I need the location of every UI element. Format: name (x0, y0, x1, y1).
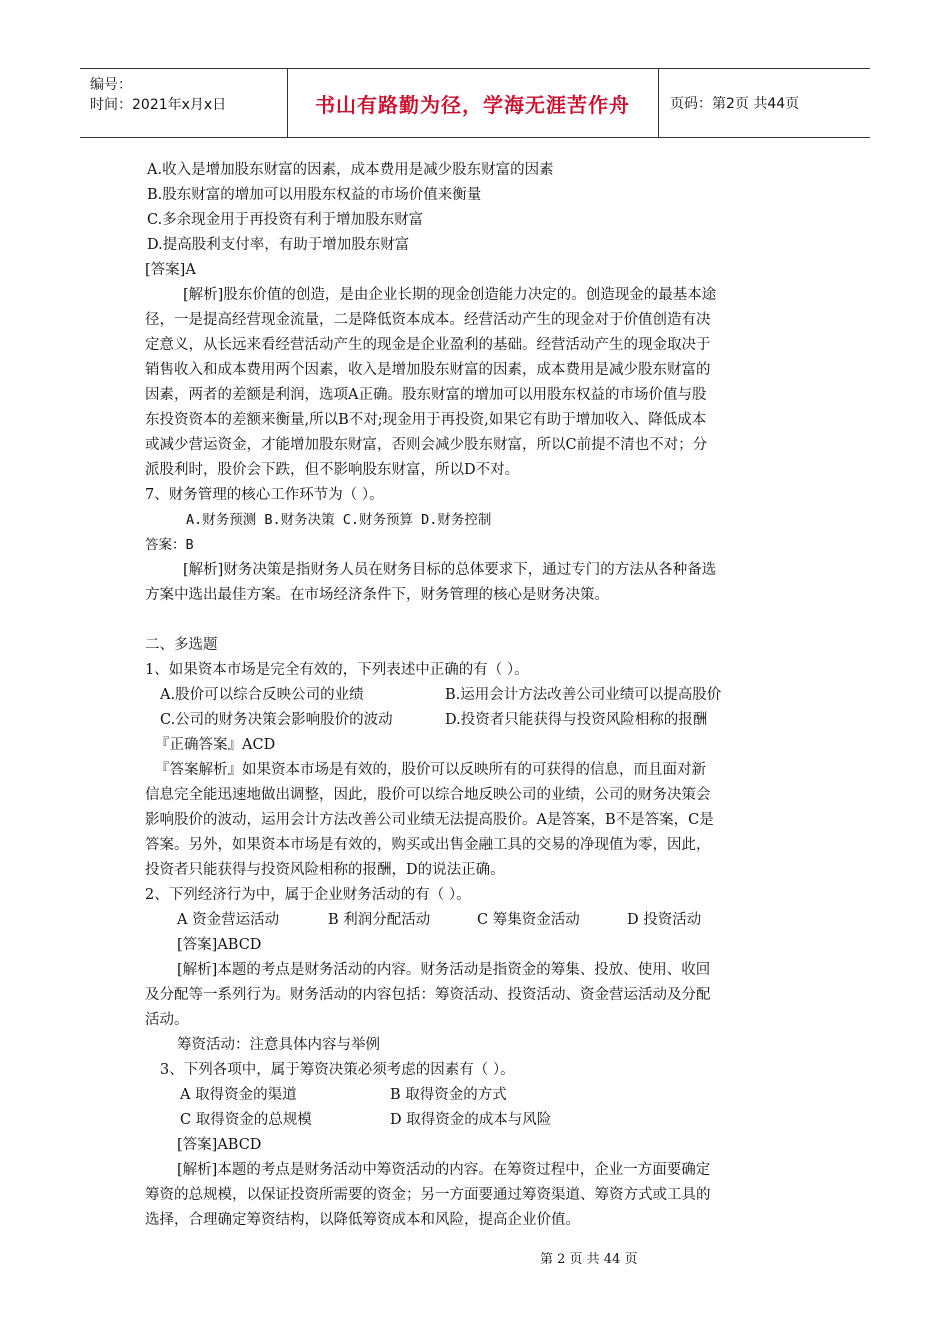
question-line: 2、下列经济行为中，属于企业财务活动的有（ ）。 (145, 887, 471, 903)
analysis-line: [解析]本题的考点是财务活动中筹资活动的内容。在筹资过程中，企业一方面要确定 (177, 1162, 711, 1178)
option-line: C.多余现金用于再投资有利于增加股东财富 (147, 212, 424, 228)
page-footer: 第 2 页 共 44 页 (540, 1252, 638, 1267)
option-line: B.股东财富的增加可以用股东权益的市场价值来衡量 (147, 187, 482, 203)
analysis-line: 及分配等一系列行为。财务活动的内容包括：筹资活动、投资活动、资金营运活动及分配 (145, 987, 711, 1003)
analysis-line: 因素，两者的差额是利润，选项A正确。股东财富的增加可以用股东权益的市场价值与股 (145, 387, 707, 403)
option-line: B 利润分配活动 (328, 912, 431, 928)
analysis-line: 筹资的总规模，以保证投资所需要的资金；另一方面要通过筹资渠道、筹资方式或工具的 (145, 1187, 711, 1203)
section-title: 二、多选题 (145, 637, 218, 653)
option-line: A.收入是增加股东财富的因素，成本费用是减少股东财富的因素 (147, 162, 554, 178)
answer-line: [答案]ABCD (177, 1137, 262, 1153)
analysis-line: 答案。另外，如果资本市场是有效的，购买或出售金融工具的交易的净现值为零，因此， (145, 837, 711, 853)
header-left (90, 75, 226, 115)
analysis-line: 投资者只能获得与投资风险相称的报酬，D的说法正确。 (145, 862, 505, 878)
question-line: 7、财务管理的核心工作环节为（ ）。 (145, 487, 384, 503)
question-line: 3、下列各项中，属于筹资决策必须考虑的因素有（ ）。 (160, 1062, 515, 1078)
analysis-line: 东投资资本的差额来衡量,所以B不对;现金用于再投资,如果它有助于增加收入、降低成本 (145, 412, 707, 428)
analysis-line: 派股利时，股价会下跌，但不影响股东财富，所以D不对。 (145, 462, 520, 478)
option-line: C 筹集资金活动 (477, 912, 580, 928)
option-line: A.股价可以综合反映公司的业绩 (160, 687, 364, 703)
analysis-line: 径，一是提高经营现金流量，二是降低资本成本。经营活动产生的现金对于价值创造有决 (145, 312, 711, 328)
option-line: C 取得资金的总规模 (180, 1112, 312, 1128)
analysis-line: 或减少营运资金，才能增加股东财富，否则会减少股东财富，所以C前提不清也不对；分 (145, 437, 708, 453)
answer-line: 答案：B (145, 537, 194, 553)
option-line: A 取得资金的渠道 (180, 1087, 297, 1103)
time-label: 时间：2021年x月x日 (90, 97, 227, 113)
option-line: D 取得资金的成本与风险 (390, 1112, 552, 1128)
analysis-line: 影响股价的波动，运用会计方法改善公司业绩无法提高股价。A是答案，B不是答案，C是 (145, 812, 714, 828)
analysis-line: 方案中选出最佳方案。在市场经济条件下，财务管理的核心是财务决策。 (145, 587, 609, 603)
option-line: C.公司的财务决策会影响股价的波动 (160, 712, 393, 728)
option-line: D.投资者只能获得与投资风险相称的报酬 (445, 712, 708, 728)
option-line: B 取得资金的方式 (390, 1087, 507, 1103)
answer-line: [答案]ABCD (177, 937, 262, 953)
option-line: A.财务预测 B.财务决策 C.财务预算 D.财务控制 (186, 512, 492, 528)
answer-line: [答案]A (145, 262, 196, 278)
note-line: 筹资活动：注意具体内容与举例 (177, 1037, 380, 1053)
option-line: B.运用会计方法改善公司业绩可以提高股价 (445, 687, 722, 703)
header-page-info: 页码：第2页 共44页 (670, 96, 800, 112)
analysis-line: 活动。 (145, 1012, 189, 1028)
analysis-line: 选择，合理确定筹资结构，以降低筹资成本和风险，提高企业价值。 (145, 1212, 580, 1228)
answer-line: 『正确答案』ACD (155, 737, 276, 753)
question-line: 1、如果资本市场是完全有效的，下列表述中正确的有（ ）。 (145, 662, 529, 678)
page-header (80, 68, 870, 138)
analysis-line: 『答案解析』如果资本市场是有效的，股价可以反映所有的可获得的信息，而且面对新 (155, 762, 706, 778)
header-divider (658, 69, 659, 137)
analysis-line: [解析]财务决策是指财务人员在财务目标的总体要求下，通过专门的方法从各种备选 (183, 562, 717, 578)
option-line: A 资金营运活动 (177, 912, 280, 928)
header-motto: 书山有路勤为径，学海无涯苦作舟 (315, 92, 630, 117)
option-line: D.提高股利支付率，有助于增加股东财富 (147, 237, 410, 253)
analysis-line: 销售收入和成本费用两个因素，收入是增加股东财富的因素，成本费用是减少股东财富的 (145, 362, 711, 378)
analysis-line: [解析]本题的考点是财务活动的内容。财务活动是指资金的筹集、投放、使用、收回 (177, 962, 711, 978)
option-line: D 投资活动 (627, 912, 702, 928)
number-label: 编号： (90, 77, 132, 93)
analysis-line: 信息完全能迅速地做出调整，因此，股价可以综合地反映公司的业绩，公司的财务决策会 (145, 787, 711, 803)
analysis-line: 定意义，从长远来看经营活动产生的现金是企业盈利的基础。经营活动产生的现金取决于 (145, 337, 711, 353)
analysis-line: [解析]股东价值的创造，是由企业长期的现金创造能力决定的。创造现金的最基本途 (183, 287, 717, 303)
